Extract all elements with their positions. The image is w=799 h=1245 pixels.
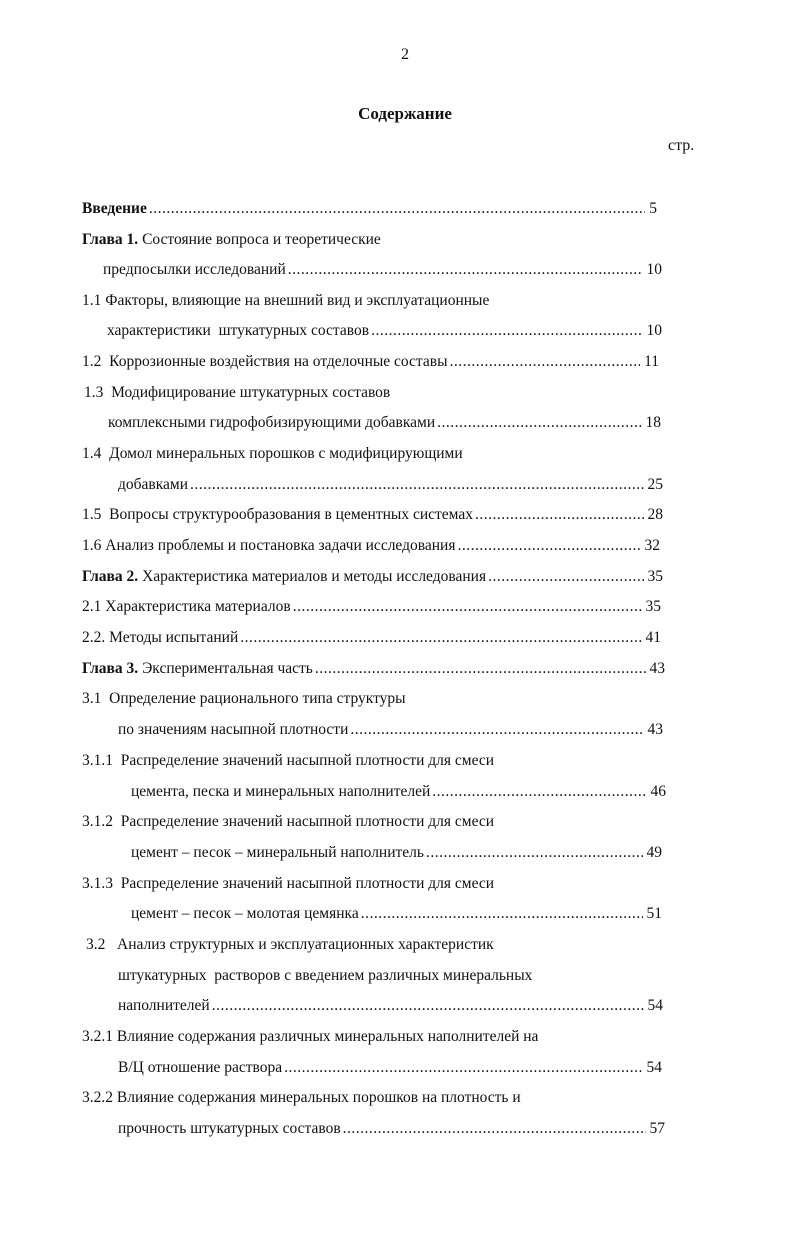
toc-leader-dots [457, 535, 640, 557]
toc-entry [131, 842, 662, 864]
toc-entry-page: 46 [650, 783, 666, 800]
page-title: Содержание [358, 104, 452, 123]
toc-leader-dots [450, 351, 641, 373]
toc-entry-page: 51 [646, 905, 662, 922]
toc-entry [82, 351, 659, 373]
toc-entry-text: штукатурных растворов с введением различных минеральных [118, 967, 533, 984]
toc-entry-text: цемент – песок – молотая цемянка [131, 905, 359, 922]
toc-entry [118, 1118, 665, 1140]
toc-entry-text: 1.4 Домол минеральных порошков с модифицирующими [82, 445, 463, 462]
toc-entry-page: 54 [647, 997, 663, 1014]
toc-entry-text: Экспериментальная часть [138, 660, 313, 677]
toc-entry-text: 2.1 Характеристика материалов [82, 598, 291, 615]
toc-leader-dots [212, 995, 644, 1017]
toc-leader-dots [293, 596, 642, 618]
toc-entry [82, 504, 663, 526]
toc-entry-text: 3.1.2 Распределение значений насыпной плотности для смеси [82, 813, 495, 830]
toc-entry-page: 41 [645, 629, 661, 646]
toc-leader-dots [475, 504, 644, 526]
toc-entry [118, 1057, 662, 1079]
toc-entry [82, 566, 663, 588]
toc-entry [82, 1026, 538, 1048]
toc-entry [84, 382, 390, 404]
toc-leader-dots [149, 198, 645, 220]
toc-entry-page: 43 [647, 721, 663, 738]
toc-entry-page: 43 [649, 660, 665, 677]
toc-leader-dots [284, 1057, 642, 1079]
toc-entry-page: 11 [644, 353, 659, 370]
toc-entry-text: 1.2 Коррозионные воздействия на отделочные составы [82, 353, 448, 370]
toc-entry-page: 49 [646, 844, 662, 861]
toc-entry [118, 965, 532, 987]
toc-entry-heading: Глава 2. [82, 568, 139, 585]
toc-entry [107, 320, 662, 342]
toc-entry-text: 1.1 Факторы, влияющие на внешний вид и эксплуатационные [82, 292, 490, 309]
page-number: 2 [401, 46, 409, 63]
toc-entry-text: 1.3 Модифицирование штукатурных составов [84, 384, 391, 401]
toc-leader-dots [288, 259, 643, 281]
toc-entry-page: 35 [645, 598, 661, 615]
toc-entry [103, 259, 662, 281]
toc-entry [82, 688, 406, 710]
toc-entry [82, 750, 494, 772]
toc-leader-dots [426, 842, 643, 864]
toc-entry-text: комплексными гидрофобизирующими добавками [108, 414, 436, 431]
toc-entry [86, 934, 494, 956]
toc-leader-dots [350, 719, 643, 741]
toc-entry-page: 5 [649, 200, 657, 217]
toc-entry-text: прочность штукатурных составов [118, 1120, 341, 1137]
toc-entry-text: 1.6 Анализ проблемы и постановка задачи исследования [82, 537, 456, 554]
toc-entry-page: 10 [646, 322, 662, 339]
toc-entry-text: 3.1.1 Распределение значений насыпной плотности для смеси [82, 752, 495, 769]
toc-leader-dots [437, 412, 641, 434]
toc-entry-page: 25 [647, 476, 663, 493]
toc-entry [82, 229, 381, 251]
toc-entry [118, 474, 663, 496]
toc-entry [82, 198, 657, 220]
toc-entry [82, 290, 489, 312]
toc-entry-text: 3.1 Определение рационального типа структуры [82, 690, 406, 707]
toc-entry-text: 1.5 Вопросы структурообразования в цементных системах [82, 506, 473, 523]
toc-leader-dots [343, 1118, 646, 1140]
toc-entry-text: цемента, песка и минеральных наполнителей [131, 783, 431, 800]
toc-entry-heading: Введение [82, 200, 147, 217]
toc-entry [82, 535, 660, 557]
toc-entry-text: 3.2 Анализ структурных и эксплуатационных характеристик [86, 936, 494, 953]
toc-entry-text: 2.2. Методы испытаний [82, 629, 239, 646]
toc-entry-text: по значениям насыпной плотности [118, 721, 349, 738]
toc-entry [131, 781, 666, 803]
toc-entry-text: цемент – песок – минеральный наполнитель [131, 844, 424, 861]
toc-entry [82, 1087, 521, 1109]
toc-entry-text: В/Ц отношение раствора [118, 1059, 283, 1076]
toc-entry [82, 596, 661, 618]
toc-leader-dots [432, 781, 646, 803]
toc-entry [82, 443, 463, 465]
toc-entry [118, 719, 663, 741]
toc-leader-dots [190, 474, 644, 496]
toc-entry-text: добавками [118, 476, 188, 493]
toc-entry-text: Характеристика материалов и методы исследования [138, 568, 487, 585]
toc-entry-text: 3.2.2 Влияние содержания минеральных порошков на плотность и [82, 1089, 521, 1106]
toc-leader-dots [240, 627, 641, 649]
toc-entry-page: 57 [649, 1120, 665, 1137]
toc-entry-text: 3.1.3 Распределение значений насыпной плотности для смеси [82, 875, 495, 892]
toc-entry-heading: Глава 1. [82, 231, 139, 248]
toc-entry-text: Состояние вопроса и теоретические [138, 231, 381, 248]
toc-entry [82, 873, 494, 895]
toc-leader-dots [361, 903, 643, 925]
toc-entry [82, 811, 494, 833]
toc-entry-heading: Глава 3. [82, 660, 139, 677]
toc-entry-page: 54 [646, 1059, 662, 1076]
toc-leader-dots [371, 320, 642, 342]
toc-entry-text: характеристики штукатурных составов [107, 322, 370, 339]
toc-entry-page: 18 [645, 414, 661, 431]
page-column-label: стр. [668, 137, 695, 154]
toc-entry [118, 995, 663, 1017]
toc-entry-page: 28 [647, 506, 663, 523]
toc-entry-text: 3.2.1 Влияние содержания различных минеральных наполнителей на [82, 1028, 539, 1045]
toc-entry [82, 627, 661, 649]
toc-entry [131, 903, 662, 925]
toc-entry-page: 10 [646, 261, 662, 278]
toc-leader-dots [315, 658, 646, 680]
toc-entry-text: предпосылки исследований [103, 261, 286, 278]
toc-entry-page: 32 [644, 537, 660, 554]
toc-entry-page: 35 [647, 568, 663, 585]
toc-entry [82, 658, 665, 680]
toc-leader-dots [488, 566, 643, 588]
toc-entry-text: наполнителей [118, 997, 210, 1014]
toc-entry [108, 412, 661, 434]
